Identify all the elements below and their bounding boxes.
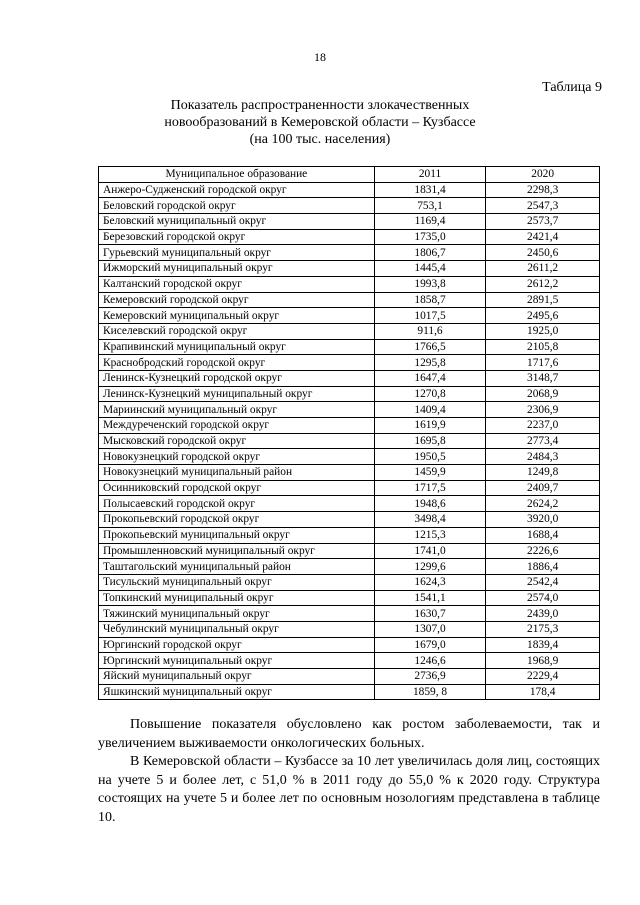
cell-2020: 3920,0: [486, 512, 600, 528]
cell-2011: 1695,8: [374, 433, 486, 449]
cell-municipality: Киселевский городской округ: [99, 323, 375, 339]
cell-2011: 1679,0: [374, 637, 486, 653]
cell-2011: 1948,6: [374, 496, 486, 512]
table-title: [0, 97, 640, 148]
cell-2011: 1459,9: [374, 465, 486, 481]
cell-municipality: Ленинск-Кузнецкий муниципальный округ: [99, 386, 375, 402]
cell-2011: 1741,0: [374, 543, 486, 559]
table-row: [99, 606, 600, 622]
cell-municipality: Мысковский городской округ: [99, 433, 375, 449]
cell-municipality: Новокузнецкий городской округ: [99, 449, 375, 465]
cell-2020: 2229,4: [486, 669, 600, 685]
cell-2011: 1246,6: [374, 653, 486, 669]
cell-2011: 1717,5: [374, 480, 486, 496]
table-row: [99, 653, 600, 669]
cell-2011: 1735,0: [374, 229, 486, 245]
cell-municipality: Чебулинский муниципальный округ: [99, 621, 375, 637]
cell-2020: 1688,4: [486, 527, 600, 543]
cell-2011: 1295,8: [374, 355, 486, 371]
cell-2020: 1717,6: [486, 355, 600, 371]
table-row: [99, 433, 600, 449]
cell-2020: 2547,3: [486, 198, 600, 214]
cell-municipality: Новокузнецкий муниципальный район: [99, 465, 375, 481]
cell-municipality: Юргинский городской округ: [99, 637, 375, 653]
cell-2011: 1859, 8: [374, 684, 486, 700]
cell-municipality: Калтанский городской округ: [99, 276, 375, 292]
cell-2020: 3148,7: [486, 370, 600, 386]
table-row: [99, 229, 600, 245]
paragraph: В Кемеровской области – Кузбассе за 10 лет увеличилась доля лиц, состоящих на учете 5 и более лет, с 51,0 % в 2011 году до 55,0 % к 2020 году. Структура состоящих на учете 5 и более лет по основным нозологиям представлена в таблице 10.: [98, 754, 600, 825]
table-row: [99, 245, 600, 261]
table-row: [99, 496, 600, 512]
cell-2020: 2105,8: [486, 339, 600, 355]
table-row: [99, 684, 600, 700]
cell-2011: 1806,7: [374, 245, 486, 261]
cell-municipality: Тяжинский муниципальный округ: [99, 606, 375, 622]
cell-2020: 2574,0: [486, 590, 600, 606]
cell-municipality: Анжеро-Судженский городской округ: [99, 182, 375, 198]
cell-2020: 2450,6: [486, 245, 600, 261]
header-2011: 2011: [374, 167, 486, 183]
page-number: 18: [314, 50, 326, 64]
cell-municipality: Ленинск-Кузнецкий городской округ: [99, 370, 375, 386]
table-row: [99, 323, 600, 339]
cell-municipality: Междуреченский городской округ: [99, 418, 375, 434]
paragraph: Повышение показателя обусловлено как ростом заболеваемости, так и увеличением выживаемости онкологических больных.: [98, 717, 600, 751]
cell-2011: 1270,8: [374, 386, 486, 402]
table-row: [99, 418, 600, 434]
table-row: [99, 621, 600, 637]
cell-municipality: Беловский муниципальный округ: [99, 214, 375, 230]
cell-2011: 911,6: [374, 323, 486, 339]
cell-2020: 2773,4: [486, 433, 600, 449]
cell-2011: 1831,4: [374, 182, 486, 198]
cell-2020: 2298,3: [486, 182, 600, 198]
cell-municipality: Промышленновский муниципальный округ: [99, 543, 375, 559]
table-row: [99, 214, 600, 230]
table-row: [99, 449, 600, 465]
title-line: Показатель распространенности злокачественных: [170, 98, 470, 113]
table-row: [99, 198, 600, 214]
cell-2011: 1017,5: [374, 308, 486, 324]
table-row: [99, 480, 600, 496]
cell-municipality: Таштагольский муниципальный район: [99, 559, 375, 575]
cell-2011: 1307,0: [374, 621, 486, 637]
cell-2020: 2306,9: [486, 402, 600, 418]
table-row: [99, 386, 600, 402]
cell-2020: 1886,4: [486, 559, 600, 575]
cell-2020: 2068,9: [486, 386, 600, 402]
table-row: [99, 590, 600, 606]
table-header-row: [99, 167, 600, 183]
cell-2020: 2495,6: [486, 308, 600, 324]
cell-2020: 2891,5: [486, 292, 600, 308]
table-row: [99, 669, 600, 685]
table-row: [99, 512, 600, 528]
cell-municipality: Краснобродский городской округ: [99, 355, 375, 371]
cell-2020: 178,4: [486, 684, 600, 700]
table-row: [99, 370, 600, 386]
cell-2011: 1445,4: [374, 261, 486, 277]
cell-2011: 1215,3: [374, 527, 486, 543]
cell-2011: 1647,4: [374, 370, 486, 386]
cell-2011: 753,1: [374, 198, 486, 214]
cell-2020: 2175,3: [486, 621, 600, 637]
cell-municipality: Крапивинский муниципальный округ: [99, 339, 375, 355]
table-row: [99, 574, 600, 590]
cell-2011: 1993,8: [374, 276, 486, 292]
cell-2011: 1299,6: [374, 559, 486, 575]
cell-municipality: Ижморский муниципальный округ: [99, 261, 375, 277]
table-row: [99, 637, 600, 653]
cell-municipality: Беловский городской округ: [99, 198, 375, 214]
cell-2011: 1766,5: [374, 339, 486, 355]
cell-2020: 2611,2: [486, 261, 600, 277]
cell-2011: 2736,9: [374, 669, 486, 685]
cell-2020: 2542,4: [486, 574, 600, 590]
cell-2020: 1925,0: [486, 323, 600, 339]
title-line: (на 100 тыс. населения): [249, 132, 391, 147]
cell-2011: 1950,5: [374, 449, 486, 465]
cell-2020: 2484,3: [486, 449, 600, 465]
body-text: [98, 716, 600, 827]
cell-2020: 2226,6: [486, 543, 600, 559]
cell-2020: 2237,0: [486, 418, 600, 434]
table-row: [99, 308, 600, 324]
cell-municipality: Юргинский муниципальный округ: [99, 653, 375, 669]
cell-2020: 1839,4: [486, 637, 600, 653]
header-2020: 2020: [486, 167, 600, 183]
cell-2011: 1630,7: [374, 606, 486, 622]
cell-2020: 2421,4: [486, 229, 600, 245]
header-municipality: Муниципальное образование: [99, 167, 375, 183]
cell-2020: 1249,8: [486, 465, 600, 481]
table-row: [99, 543, 600, 559]
table-row: [99, 292, 600, 308]
cell-2020: 1968,9: [486, 653, 600, 669]
cell-2011: 1169,4: [374, 214, 486, 230]
cell-2011: 3498,4: [374, 512, 486, 528]
cell-2011: 1541,1: [374, 590, 486, 606]
cell-2020: 2409,7: [486, 480, 600, 496]
table-row: [99, 465, 600, 481]
cell-2020: 2439,0: [486, 606, 600, 622]
cell-2011: 1409,4: [374, 402, 486, 418]
table-row: [99, 261, 600, 277]
table-row: [99, 276, 600, 292]
cell-2011: 1624,3: [374, 574, 486, 590]
cell-municipality: Прокопьевский городской округ: [99, 512, 375, 528]
cell-municipality: Полысаевский городской округ: [99, 496, 375, 512]
cell-2020: 2573,7: [486, 214, 600, 230]
cell-2020: 2624,2: [486, 496, 600, 512]
cell-municipality: Березовский городской округ: [99, 229, 375, 245]
cell-2020: 2612,2: [486, 276, 600, 292]
table-row: [99, 339, 600, 355]
cell-municipality: Топкинский муниципальный округ: [99, 590, 375, 606]
cell-2011: 1619,9: [374, 418, 486, 434]
table-row: [99, 355, 600, 371]
table-row: [99, 527, 600, 543]
cell-municipality: Осинниковский городской округ: [99, 480, 375, 496]
cell-municipality: Мариинский муниципальный округ: [99, 402, 375, 418]
cell-2011: 1858,7: [374, 292, 486, 308]
cell-municipality: Кемеровский городской округ: [99, 292, 375, 308]
cell-municipality: Тисульский муниципальный округ: [99, 574, 375, 590]
cell-municipality: Прокопьевский муниципальный округ: [99, 527, 375, 543]
table-label: Таблица 9: [542, 80, 602, 95]
table-row: [99, 559, 600, 575]
cell-municipality: Яшкинский муниципальный округ: [99, 684, 375, 700]
prevalence-table: [98, 166, 600, 700]
cell-municipality: Яйский муниципальный округ: [99, 669, 375, 685]
title-line: новообразований в Кемеровской области – Кузбассе: [164, 115, 476, 130]
cell-municipality: Кемеровский муниципальный округ: [99, 308, 375, 324]
table-row: [99, 182, 600, 198]
cell-municipality: Гурьевский муниципальный округ: [99, 245, 375, 261]
table-row: [99, 402, 600, 418]
